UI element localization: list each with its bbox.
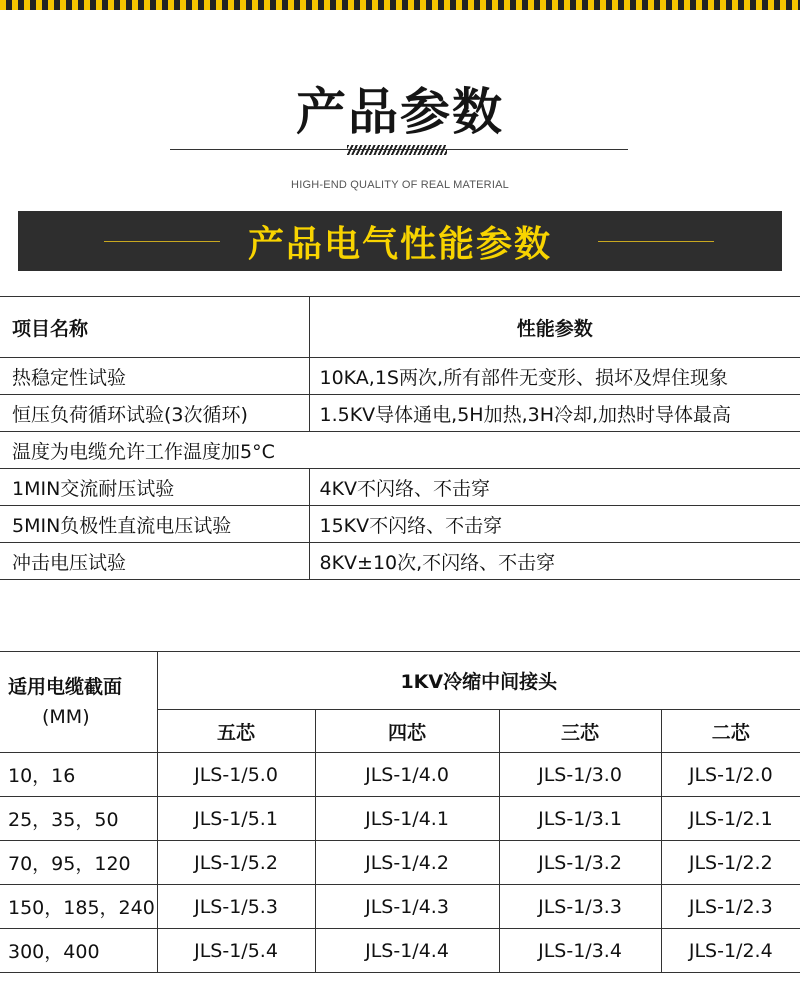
page-title: 产品参数	[296, 83, 504, 141]
core-header: 五芯	[157, 710, 315, 753]
section-banner	[18, 211, 782, 271]
table-row	[0, 885, 800, 929]
test-item: 5MIN负极性直流电压试验	[0, 506, 309, 543]
model-code: JLS-1/4.2	[315, 841, 499, 885]
table-row-note	[0, 432, 800, 469]
model-code: JLS-1/5.0	[157, 753, 315, 797]
test-value: 10KA,1S两次,所有部件无变形、损坏及焊住现象	[309, 358, 800, 395]
performance-header-row	[0, 297, 800, 358]
cable-section-header-line1: 适用电缆截面	[8, 676, 123, 698]
test-value: 15KV不闪络、不击穿	[309, 506, 800, 543]
title-hatch-ornament	[347, 145, 447, 155]
table-row	[0, 753, 800, 797]
model-code: JLS-1/2.1	[661, 797, 800, 841]
header-parameter: 性能参数	[309, 297, 800, 358]
stripe-gap	[0, 10, 800, 16]
banner-right-line	[598, 241, 714, 242]
core-header: 二芯	[661, 710, 800, 753]
table-row	[0, 543, 800, 580]
table-row	[0, 469, 800, 506]
cable-section: 10，16	[0, 753, 157, 797]
table-row	[0, 506, 800, 543]
cable-section: 300，400	[0, 929, 157, 973]
cable-section: 70，95，120	[0, 841, 157, 885]
model-code: JLS-1/5.2	[157, 841, 315, 885]
table-row	[0, 841, 800, 885]
cable-section-header-unit: (MM)	[42, 706, 90, 728]
joint-group-header: 1KV冷缩中间接头	[157, 652, 800, 710]
model-code: JLS-1/2.0	[661, 753, 800, 797]
core-header: 三芯	[499, 710, 661, 753]
model-code: JLS-1/4.1	[315, 797, 499, 841]
test-value: 4KV不闪络、不击穿	[309, 469, 800, 506]
model-code: JLS-1/2.2	[661, 841, 800, 885]
model-code: JLS-1/2.4	[661, 929, 800, 973]
model-code: JLS-1/4.3	[315, 885, 499, 929]
performance-table	[0, 296, 800, 580]
test-item: 恒压负荷循环试验(3次循环)	[0, 395, 309, 432]
model-code: JLS-1/3.3	[499, 885, 661, 929]
model-code: JLS-1/5.3	[157, 885, 315, 929]
table-row	[0, 797, 800, 841]
test-value: 8KV±10次,不闪络、不击穿	[309, 543, 800, 580]
model-header-row	[0, 652, 800, 710]
model-code: JLS-1/4.0	[315, 753, 499, 797]
model-code: JLS-1/3.2	[499, 841, 661, 885]
note-text: 温度为电缆允许工作温度加5°C	[0, 432, 800, 469]
model-code: JLS-1/3.1	[499, 797, 661, 841]
test-item: 1MIN交流耐压试验	[0, 469, 309, 506]
table-row	[0, 395, 800, 432]
model-code: JLS-1/3.0	[499, 753, 661, 797]
header-item-name: 项目名称	[0, 297, 309, 358]
test-value: 1.5KV导体通电,5H加热,3H冷却,加热时导体最高	[309, 395, 800, 432]
table-row	[0, 358, 800, 395]
model-code: JLS-1/5.4	[157, 929, 315, 973]
cable-section-header	[0, 652, 157, 753]
core-header: 四芯	[315, 710, 499, 753]
model-code: JLS-1/2.3	[661, 885, 800, 929]
page-subtitle: HIGH-END QUALITY OF REAL MATERIAL	[291, 179, 509, 191]
cable-section: 25，35，50	[0, 797, 157, 841]
table-row	[0, 929, 800, 973]
model-code: JLS-1/4.4	[315, 929, 499, 973]
test-item: 热稳定性试验	[0, 358, 309, 395]
model-table	[0, 651, 800, 973]
model-code: JLS-1/5.1	[157, 797, 315, 841]
test-item: 冲击电压试验	[0, 543, 309, 580]
cable-section: 150，185，240	[0, 885, 157, 929]
banner-title: 产品电气性能参数	[247, 224, 552, 265]
model-code: JLS-1/3.4	[499, 929, 661, 973]
